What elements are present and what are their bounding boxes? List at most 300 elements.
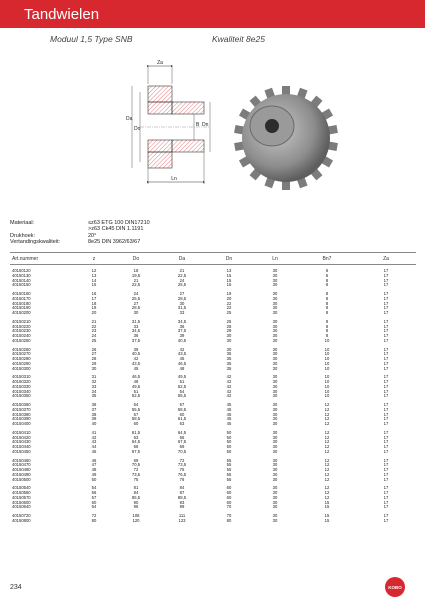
- table-cell: 17: [383, 365, 389, 371]
- table-cell: 12: [324, 439, 330, 445]
- table-cell: 40150300: [12, 365, 31, 371]
- table-cell: 72: [91, 513, 97, 518]
- table-cell: 17: [383, 333, 389, 338]
- table-cell: 30: [272, 300, 278, 306]
- table-cell: 23: [91, 328, 97, 334]
- table-cell: 40150340: [12, 388, 31, 394]
- table-cell: 12: [324, 448, 330, 454]
- table-cell: 63: [179, 421, 185, 426]
- material-specs: [10, 220, 150, 246]
- table-cell: 17: [383, 416, 389, 422]
- table-row: [10, 422, 416, 427]
- table-cell: 40150390: [12, 416, 31, 422]
- table-cell: 81: [133, 485, 139, 491]
- table-cell: 64: [91, 504, 97, 510]
- table-cell: 30: [272, 411, 278, 417]
- table-cell: 12: [324, 471, 330, 477]
- table-cell: 10: [324, 337, 330, 343]
- table-cell: 30: [272, 268, 278, 273]
- table-cell: 35: [91, 393, 97, 399]
- table-cell: 40150370: [12, 406, 31, 412]
- ln-label: Ln: [171, 176, 177, 182]
- table-cell: 35: [226, 356, 232, 361]
- table-cell: 17: [383, 485, 389, 491]
- table-cell: 13: [91, 272, 97, 278]
- table-cell: 40150260: [12, 346, 31, 352]
- table-cell: 78: [179, 476, 185, 482]
- table-cell: 14: [91, 277, 97, 283]
- table-cell: 99: [179, 504, 185, 510]
- table-cell: 30: [272, 365, 278, 371]
- col-dn: Dn: [225, 255, 233, 262]
- table-cell: 50: [226, 448, 232, 454]
- table-cell: 40150720: [12, 513, 31, 518]
- table-cell: 21: [91, 318, 97, 324]
- table-cell: 17: [383, 434, 389, 440]
- table-cell: 55: [226, 457, 232, 463]
- table-cell: 69: [133, 457, 139, 463]
- table-cell: 40150400: [12, 421, 31, 426]
- table-cell: 90: [133, 499, 139, 505]
- table-cell: 51: [179, 379, 185, 384]
- table-cell: 66: [133, 444, 139, 449]
- header-bar: [0, 0, 425, 28]
- table-cell: 24: [91, 333, 97, 338]
- table-cell: 8: [325, 305, 329, 311]
- table-cell: 40150180: [12, 300, 31, 306]
- table-cell: 30: [272, 448, 278, 454]
- table-cell: 30: [272, 517, 278, 523]
- col-bn7: Bn7: [322, 255, 332, 262]
- table-cell: 30: [272, 328, 278, 334]
- kobo-logo: KOBO: [385, 577, 405, 597]
- table-cell: 40150410: [12, 429, 31, 435]
- table-cell: 40150240: [12, 333, 31, 338]
- table-cell: 17: [383, 356, 389, 361]
- col-ln: Ln: [272, 255, 278, 262]
- spec-row: >z63 Ck45 DIN 1.1191: [88, 226, 144, 233]
- table-cell: 76,5: [177, 471, 187, 477]
- table-cell: 8: [325, 300, 329, 306]
- table-cell: 22: [226, 305, 232, 311]
- table-cell: 34,5: [131, 328, 141, 334]
- table-cell: 28: [226, 323, 232, 329]
- table-cell: 17: [383, 295, 389, 301]
- table-cell: 15: [324, 513, 330, 518]
- table-cell: 39: [91, 416, 97, 422]
- table-cell: 25: [226, 318, 232, 324]
- table-cell: 55: [226, 471, 232, 477]
- table-cell: 40150470: [12, 462, 31, 468]
- table-cell: 30: [272, 388, 278, 394]
- table-cell: 30: [272, 476, 278, 482]
- table-cell: 40150200: [12, 310, 31, 315]
- table-cell: 40150420: [12, 434, 31, 440]
- table-cell: 60: [226, 494, 232, 500]
- table-cell: 40150430: [12, 439, 31, 445]
- table-cell: 17: [383, 300, 389, 306]
- table-cell: 15: [226, 277, 232, 283]
- table-cell: 30: [272, 374, 278, 380]
- table-cell: 37,5: [131, 337, 141, 343]
- table-cell: 44: [91, 444, 97, 449]
- table-cell: 40150290: [12, 360, 31, 366]
- table-cell: 28,5: [131, 305, 141, 311]
- table-cell: 30: [272, 383, 278, 389]
- table-cell: 43: [91, 439, 97, 445]
- table-cell: 46,5: [177, 360, 187, 366]
- table-cell: 28: [91, 356, 97, 361]
- table-cell: 58,5: [131, 416, 141, 422]
- table-cell: 17: [383, 291, 389, 296]
- table-cell: 64,5: [131, 439, 141, 445]
- table-cell: 17: [383, 517, 389, 523]
- table-cell: 17: [383, 490, 389, 495]
- table-cell: 12: [324, 429, 330, 435]
- table-cell: 30: [272, 504, 278, 510]
- table-cell: 24: [179, 277, 185, 283]
- table-cell: 25: [226, 310, 232, 315]
- table-cell: 40150350: [12, 393, 31, 399]
- table-cell: 35: [226, 360, 232, 366]
- table-cell: 45: [91, 448, 97, 454]
- table-cell: 54: [91, 485, 97, 491]
- table-cell: 12: [324, 476, 330, 482]
- table-cell: 10: [324, 346, 330, 352]
- table-cell: 30: [272, 490, 278, 495]
- table-cell: 45: [226, 421, 232, 426]
- table-row: [10, 311, 416, 316]
- table-cell: 15: [324, 504, 330, 510]
- table-cell: 42: [133, 356, 139, 361]
- table-cell: 40150190: [12, 305, 31, 311]
- table-cell: 40150250: [12, 337, 31, 343]
- table-cell: 30: [272, 421, 278, 426]
- table-cell: 17: [383, 402, 389, 407]
- table-cell: 31,5: [177, 305, 187, 311]
- table-cell: 48: [179, 365, 185, 371]
- table-cell: 40150380: [12, 411, 31, 417]
- table-cell: 21: [179, 268, 185, 273]
- table-cell: 36: [91, 402, 97, 407]
- table-cell: 60: [226, 485, 232, 491]
- table-cell: 15: [226, 282, 232, 288]
- do-label: Do: [134, 126, 141, 132]
- table-cell: 75: [133, 476, 139, 482]
- table-cell: 42: [226, 379, 232, 384]
- table-cell: 19: [226, 291, 232, 296]
- table-cell: 50: [226, 434, 232, 440]
- table-cell: 58,5: [177, 406, 187, 412]
- table-row: [10, 339, 416, 344]
- table-cell: 12: [324, 462, 330, 468]
- table-cell: 30: [272, 272, 278, 278]
- table-cell: 30: [272, 323, 278, 329]
- table-cell: 25,5: [177, 282, 187, 288]
- table-cell: 30: [272, 282, 278, 288]
- table-cell: 40,5: [177, 337, 187, 343]
- table-cell: 12: [324, 416, 330, 422]
- table-cell: 30: [272, 434, 278, 440]
- table-cell: 55: [226, 462, 232, 468]
- table-cell: 29: [226, 328, 232, 334]
- table-cell: 21: [133, 277, 139, 283]
- table-cell: 30: [272, 439, 278, 445]
- table-cell: 84: [133, 490, 139, 495]
- table-cell: 42: [226, 388, 232, 394]
- spec-row: Vertandingskwaliteit: 8e25 DIN 3962/63/67: [10, 239, 141, 246]
- table-cell: 40150150: [12, 282, 31, 288]
- table-cell: 17: [383, 310, 389, 315]
- table-cell: 17: [383, 379, 389, 384]
- table-cell: 15: [91, 282, 97, 288]
- table-cell: 17: [383, 457, 389, 463]
- col-z: z: [92, 255, 96, 262]
- table-cell: 87: [179, 490, 185, 495]
- table-cell: 40150330: [12, 383, 31, 389]
- table-cell: 22: [226, 300, 232, 306]
- table-cell: 30: [272, 305, 278, 311]
- table-cell: 17: [383, 346, 389, 352]
- table-cell: 16: [91, 291, 97, 296]
- table-row: [10, 283, 416, 288]
- table-cell: 38: [91, 411, 97, 417]
- table-cell: 17: [383, 504, 389, 510]
- table-cell: 45: [179, 356, 185, 361]
- table-cell: 60: [91, 499, 97, 505]
- table-cell: 39: [133, 346, 139, 352]
- table-cell: 27: [133, 300, 139, 306]
- table-cell: 30: [272, 333, 278, 338]
- table-cell: 12: [324, 411, 330, 417]
- table-cell: 37,5: [177, 328, 187, 334]
- table-cell: 13: [226, 268, 232, 273]
- table-cell: 30: [272, 379, 278, 384]
- table-cell: 12: [324, 490, 330, 495]
- table-cell: 17: [383, 494, 389, 500]
- table-cell: 17: [383, 411, 389, 417]
- table-cell: 20: [91, 310, 97, 315]
- table-cell: 30: [272, 402, 278, 407]
- table-cell: 33: [133, 323, 139, 329]
- table-cell: 36: [133, 333, 139, 338]
- table-cell: 22: [91, 323, 97, 329]
- table-cell: 40150480: [12, 467, 31, 472]
- table-row: [10, 478, 416, 483]
- table-cell: 30: [272, 346, 278, 352]
- table-cell: 40150450: [12, 448, 31, 454]
- table-cell: 17: [383, 318, 389, 324]
- table-cell: 30: [272, 393, 278, 399]
- table-cell: 45: [226, 406, 232, 412]
- table-cell: 17: [383, 383, 389, 389]
- table-cell: 17: [383, 388, 389, 394]
- table-cell: 47: [91, 462, 97, 468]
- table-cell: 10: [324, 374, 330, 380]
- table-cell: 40150170: [12, 295, 31, 301]
- table-cell: 30: [272, 351, 278, 357]
- table-cell: 12: [324, 402, 330, 407]
- col-art-nummer: Art.nummer: [12, 255, 39, 262]
- spec-row: Drukhoek: 20°: [10, 232, 97, 239]
- table-cell: 48: [133, 379, 139, 384]
- table-cell: 43,5: [131, 360, 141, 366]
- table-cell: 30: [226, 346, 232, 352]
- table-cell: 35: [226, 365, 232, 371]
- table-cell: 40150540: [12, 485, 31, 491]
- table-cell: 69: [179, 444, 185, 449]
- table-cell: 70,5: [131, 462, 141, 468]
- table-cell: 15: [324, 517, 330, 523]
- table-cell: 30: [226, 337, 232, 343]
- table-cell: 30: [272, 337, 278, 343]
- col-da: Da: [178, 255, 186, 262]
- table-cell: 40150360: [12, 402, 31, 407]
- table-cell: 45: [133, 365, 139, 371]
- table-cell: 70,5: [177, 448, 187, 454]
- da-label: Da: [126, 116, 133, 122]
- table-cell: 33: [179, 310, 185, 315]
- table-cell: 50: [226, 444, 232, 449]
- table-row: [10, 367, 416, 372]
- table-body: [10, 265, 416, 524]
- table-cell: 88,5: [177, 494, 187, 500]
- table-cell: 50: [226, 429, 232, 435]
- table-cell: 84: [179, 485, 185, 491]
- table-cell: 30: [226, 333, 232, 338]
- table-cell: 46: [91, 457, 97, 463]
- table-cell: 8: [325, 295, 329, 301]
- table-cell: 42: [179, 346, 185, 352]
- table-cell: 54: [133, 402, 139, 407]
- table-cell: 30: [133, 310, 139, 315]
- table-cell: 17: [383, 272, 389, 278]
- table-cell: 10: [324, 356, 330, 361]
- table-cell: 6: [325, 272, 329, 278]
- table-cell: 32: [91, 379, 97, 384]
- table-cell: 40150160: [12, 291, 31, 296]
- table-cell: 30: [272, 416, 278, 422]
- table-cell: 30: [91, 365, 97, 371]
- table-cell: 80: [91, 517, 97, 523]
- table-cell: 40150120: [12, 268, 31, 273]
- table-cell: 25,5: [131, 295, 141, 301]
- table-cell: 30: [179, 300, 185, 306]
- table-cell: 33: [91, 383, 97, 389]
- table-header: [10, 252, 416, 265]
- table-cell: 17: [383, 268, 389, 273]
- table-cell: 30: [272, 471, 278, 477]
- table-cell: 10: [324, 383, 330, 389]
- table-cell: 40150270: [12, 351, 31, 357]
- table-cell: 75: [179, 467, 185, 472]
- table-cell: 8: [325, 291, 329, 296]
- table-cell: 30: [272, 356, 278, 361]
- table-cell: 40,5: [131, 351, 141, 357]
- page-number: 234: [10, 584, 22, 591]
- table-cell: 8: [325, 323, 329, 329]
- table-cell: 49,5: [177, 374, 187, 380]
- table-cell: 10: [324, 379, 330, 384]
- table-cell: 6: [325, 268, 329, 273]
- table-cell: 60: [133, 421, 139, 426]
- table-cell: 52,5: [177, 383, 187, 389]
- table-cell: 8: [325, 318, 329, 324]
- table-cell: 17: [383, 393, 389, 399]
- table-cell: 64,5: [177, 429, 187, 435]
- table-cell: 17: [383, 305, 389, 311]
- table-cell: 120: [132, 517, 140, 523]
- table-cell: 12: [91, 268, 97, 273]
- table-cell: 60: [226, 499, 232, 505]
- table-cell: 8: [325, 282, 329, 288]
- table-cell: 12: [324, 457, 330, 463]
- table-cell: 19,5: [131, 272, 141, 278]
- table-cell: 30: [272, 494, 278, 500]
- table-cell: 40150220: [12, 323, 31, 329]
- table-cell: 17: [383, 448, 389, 454]
- table-cell: 30: [272, 318, 278, 324]
- table-cell: 96: [133, 504, 139, 510]
- table-cell: 40: [91, 421, 97, 426]
- table-cell: 10: [324, 351, 330, 357]
- table-cell: 63: [133, 434, 139, 440]
- table-cell: 50: [91, 476, 97, 482]
- table-cell: 40150800: [12, 517, 31, 523]
- table-cell: 49,5: [131, 383, 141, 389]
- table-cell: 40150460: [12, 457, 31, 463]
- table-cell: 66: [179, 434, 185, 440]
- table-cell: 39: [179, 333, 185, 338]
- table-cell: 57: [91, 494, 97, 500]
- table-cell: 50: [226, 439, 232, 445]
- table-cell: 17: [383, 499, 389, 505]
- table-cell: 51: [133, 388, 139, 394]
- table-cell: 17: [383, 471, 389, 477]
- table-cell: 30: [272, 277, 278, 283]
- table-cell: 80: [226, 517, 232, 523]
- table-cell: 29: [91, 360, 97, 366]
- table-cell: 8: [325, 310, 329, 315]
- table-cell: 61,5: [177, 416, 187, 422]
- table-cell: 8: [325, 277, 329, 283]
- table-cell: 40150600: [12, 499, 31, 505]
- table-cell: 26: [91, 346, 97, 352]
- table-cell: 17: [91, 295, 97, 301]
- table-cell: 52,5: [131, 393, 141, 399]
- table-cell: 12: [324, 467, 330, 472]
- table-cell: 55,5: [177, 393, 187, 399]
- table-cell: 17: [383, 277, 389, 283]
- table-cell: 17: [383, 429, 389, 435]
- table-cell: 24: [133, 291, 139, 296]
- table-cell: 123: [178, 517, 186, 523]
- table-cell: 60: [179, 411, 185, 417]
- table-cell: 37: [91, 406, 97, 412]
- table-cell: 42: [226, 374, 232, 380]
- table-cell: 40150130: [12, 272, 31, 278]
- table-cell: 12: [324, 485, 330, 491]
- table-cell: 10: [324, 393, 330, 399]
- table-cell: 17: [383, 323, 389, 329]
- table-cell: 49: [91, 471, 97, 477]
- table-cell: 55,5: [131, 406, 141, 412]
- table-cell: 34,5: [177, 318, 187, 324]
- table-cell: 93: [179, 499, 185, 505]
- table-cell: 56: [91, 490, 97, 495]
- table-cell: 46,5: [131, 374, 141, 380]
- spec-row: Materiaal: ≤z63 ETG 100 DIN17210: [10, 220, 150, 226]
